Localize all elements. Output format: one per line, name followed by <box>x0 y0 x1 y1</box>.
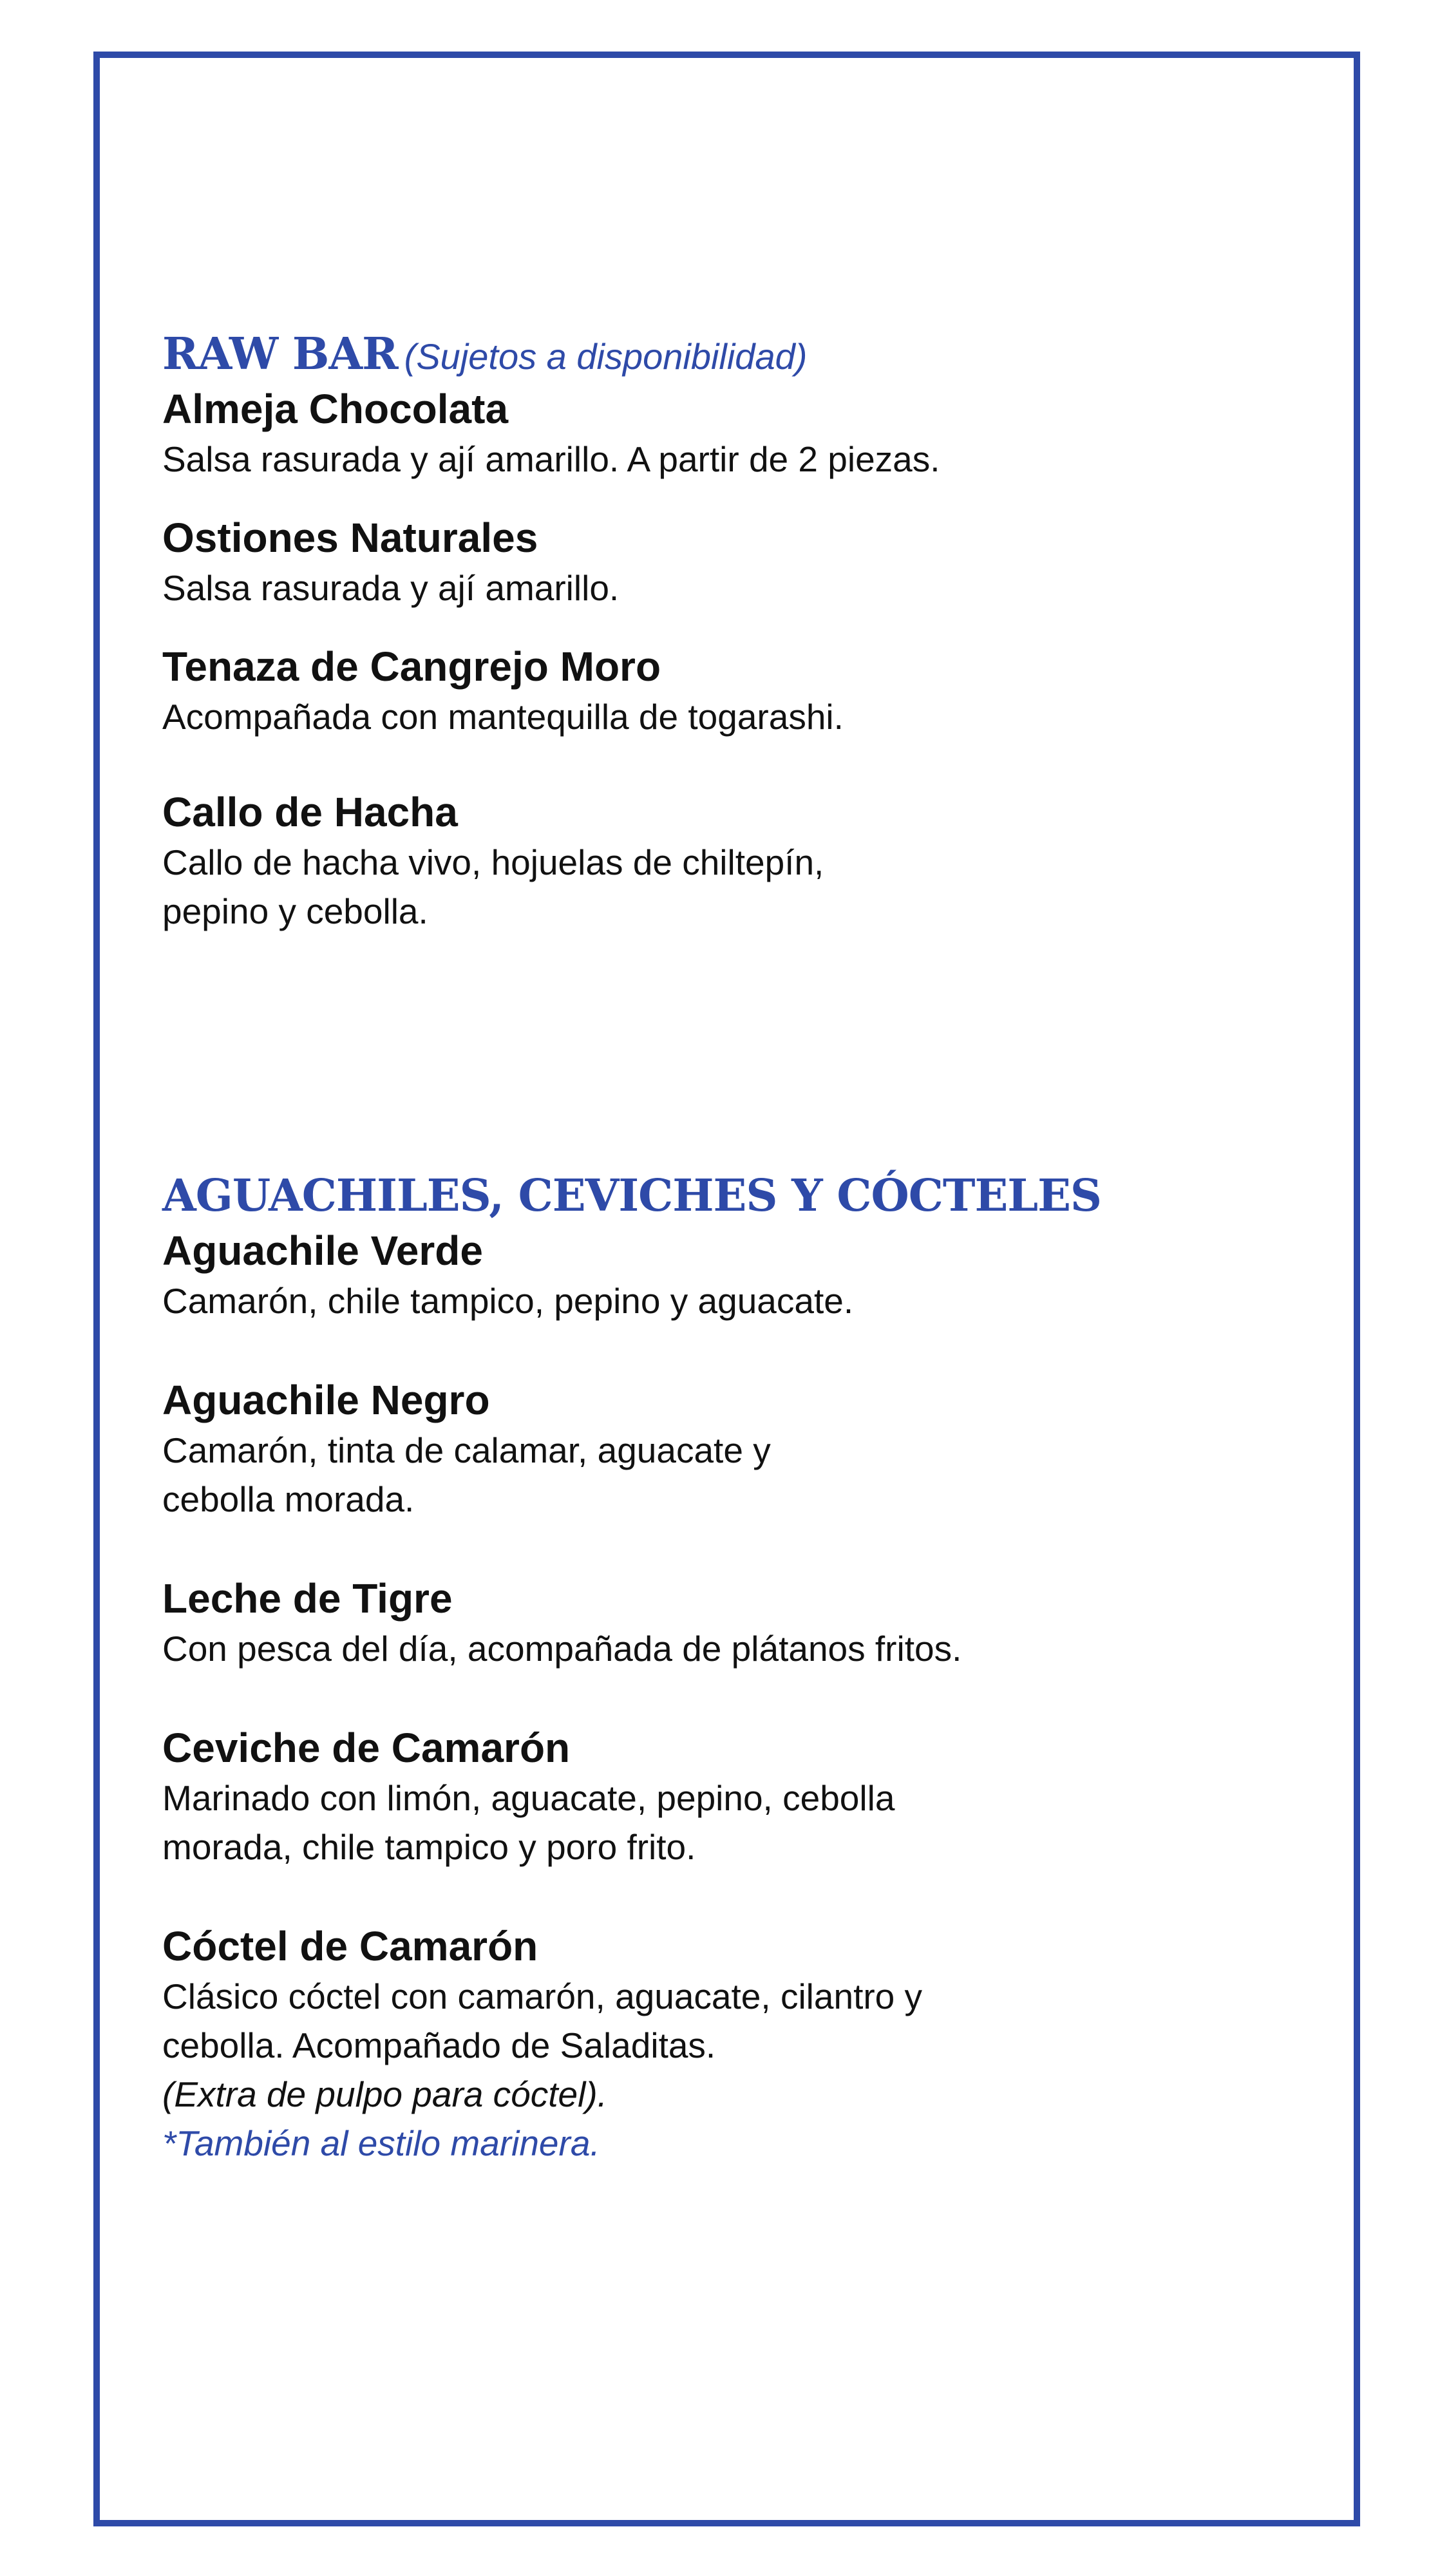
section-header-aguachiles <box>162 1167 1257 1225</box>
menu-item-coctel-de-camaron <box>162 1920 1257 2168</box>
menu-item-aguachile-negro <box>162 1374 1257 1524</box>
item-name: Cóctel de Camarón <box>162 1923 538 1969</box>
item-description-line: morada, chile tampico y poro frito. <box>162 1827 696 1867</box>
section-title: RAW BAR <box>162 328 398 380</box>
section-header-raw-bar <box>162 325 1257 383</box>
item-description-line: cebolla morada. <box>162 1479 415 1519</box>
item-description-line: cebolla. Acompañado de Saladitas. <box>162 2025 716 2065</box>
section-aguachiles-ceviches-cocteles <box>162 1167 1257 2168</box>
menu-item-tenaza-cangrejo-moro <box>162 641 1257 741</box>
item-description-line: Callo de hacha vivo, hojuelas de chiltepín, <box>162 842 824 882</box>
item-description: Salsa rasurada y ají amarillo. <box>162 568 620 608</box>
section-raw-bar <box>162 325 1257 936</box>
item-name: Callo de Hacha <box>162 789 458 835</box>
menu-item-ceviche-de-camaron <box>162 1722 1257 1871</box>
item-description: Salsa rasurada y ají amarillo. A partir de 2 piezas. <box>162 439 940 479</box>
item-name: Ceviche de Camarón <box>162 1725 571 1771</box>
item-description-line: Camarón, tinta de calamar, aguacate y <box>162 1430 771 1470</box>
menu-item-aguachile-verde <box>162 1225 1257 1325</box>
menu-item-leche-de-tigre <box>162 1573 1257 1673</box>
item-style-note: *También al estilo marinera. <box>162 2123 600 2163</box>
section-note: (Sujetos a disponibilidad) <box>404 336 808 377</box>
item-name: Leche de Tigre <box>162 1575 453 1622</box>
item-description: Camarón, chile tampico, pepino y aguacate. <box>162 1281 854 1321</box>
menu-item-ostiones-naturales <box>162 512 1257 612</box>
item-description: Acompañada con mantequilla de togarashi. <box>162 697 844 737</box>
item-description-line: Clásico cóctel con camarón, aguacate, cilantro y <box>162 1976 923 2016</box>
item-extra-option: (Extra de pulpo para cóctel). <box>162 2074 607 2114</box>
menu-item-callo-de-hacha <box>162 786 1257 936</box>
item-name: Almeja Chocolata <box>162 386 509 432</box>
menu-item-almeja-chocolata <box>162 383 1257 484</box>
section-title: AGUACHILES, CEVICHES Y CÓCTELES <box>162 1170 1102 1222</box>
item-name: Aguachile Verde <box>162 1227 483 1274</box>
item-description-line: Marinado con limón, aguacate, pepino, cebolla <box>162 1778 895 1818</box>
item-description: Con pesca del día, acompañada de plátanos fritos. <box>162 1629 962 1669</box>
item-description-line: pepino y cebolla. <box>162 891 428 931</box>
item-name: Aguachile Negro <box>162 1377 490 1423</box>
item-name: Ostiones Naturales <box>162 515 538 561</box>
item-name: Tenaza de Cangrejo Moro <box>162 643 661 690</box>
